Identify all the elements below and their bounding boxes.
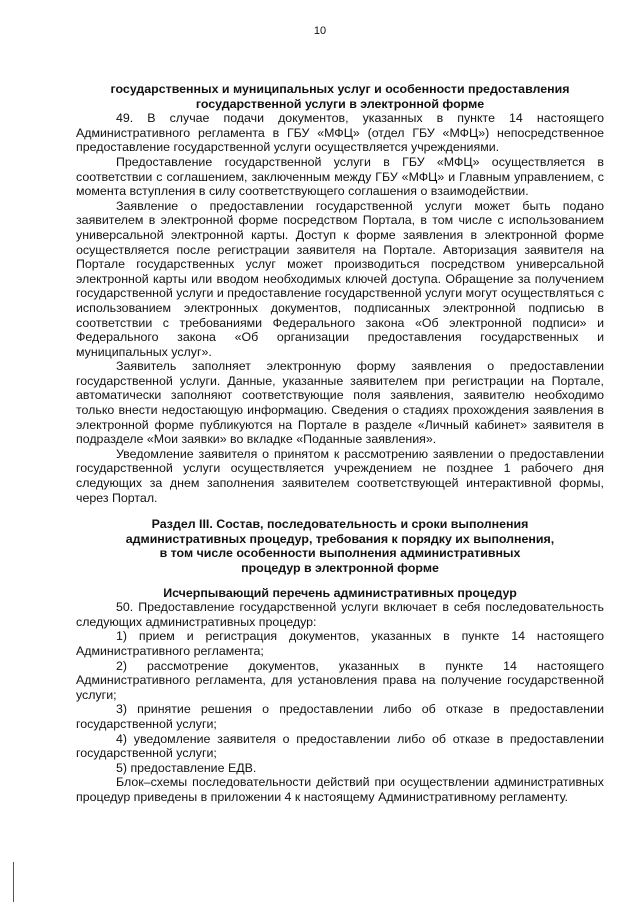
top-heading [76,82,604,111]
list-item-1: 1) прием и регистрация документов, указанных в пункте 14 настоящего Административного регламента; [76,629,604,658]
top-heading-line: государственной услуги в электронной форме [195,96,485,111]
paragraph-electronic-form: Заявитель заполняет электронную форму заявления о предоставлении государственной услуги. Данные, указанные заявителем при регистрации на Портале, автоматически заполняют соответствующие поля заявления, заявителю необходимо только внести недостающую информацию. Сведения о стадиях прохождения заявления в электронной форме публикуются на Портале в разделе «Личный кабинет» заявителя в подразделе «Мои заявки» во вкладке «Поданные заявления». [76,359,604,447]
top-heading-line: государственных и муниципальных услуг и особенности предоставления [110,82,570,96]
list-item-4: 4) уведомление заявителя о предоставлении либо об отказе в предоставлении государственной услуги; [76,731,604,761]
page-content [76,82,604,805]
paragraph-mfc-agreement: Предоставление государственной услуги в ГБУ «МФЦ» осуществляется в соответствии с соглашением, заключенным между ГБУ «МФЦ» и Главным управлением, с момента вступления в силу соответствующего соглашения о взаимодействии. [76,154,604,199]
subheading: Исчерпывающий перечень административных процедур [163,585,517,600]
section-heading-line: Раздел III. Состав, последовательность и сроки выполнения [151,517,529,532]
list-item-2: 2) рассмотрение документов, указанных в пункте 14 настоящего Административного регламента, для установления права на получение государственной услуги; [76,658,604,702]
section-heading-line: административных процедур, требования к порядку их выполнения, [125,531,555,546]
paragraph-50: 50. Предоставление государственной услуги включает в себя последовательность следующих административных процедур: [76,600,604,629]
paragraph-flowcharts: Блок–схемы последовательности действий при осуществлении административных процедур приведены в приложении 4 к настоящему Административному регламенту. [76,775,604,804]
section-heading [76,517,604,575]
paragraph-notification: Уведомление заявителя о принятом к рассмотрению заявлении о предоставлении государственной услуги осуществляется учреждением не позднее 1 рабочего дня следующих за днем заполнения заявителем соответствующей интерактивной формы, через Портал. [76,446,604,505]
paragraph-electronic-application: Заявление о предоставлении государственной услуги может быть подано заявителем в электронной форме посредством Портала, в том числе с использованием универсальной электронной карты. Доступ к форме заявления в электронной форме осуществляется после регистрации заявителя на Портале. Авторизация заявителя на Портале государственных услуг может производиться посредством универсальной электронной карты или вводом необходимых ключей доступа. Обращение за получением государственной услуги и предоставление государственной услуги могут осуществляться с использованием электронных документов, подписанных электронной подписью в соответствии с требованиями Федерального закона «Об электронной подписи» и Федерального закона «Об организации предоставления государственных и муниципальных услуг». [76,198,604,359]
section-heading-line: процедур в электронной форме [241,561,439,575]
scan-margin-line [13,862,14,902]
list-item-3: 3) принятие решения о предоставлении либо об отказе в предоставлении государственной услуги; [76,702,604,731]
page-number: 10 [313,25,327,37]
section-heading-line: в том числе особенности выполнения административных [159,546,521,561]
list-item-5: 5) предоставление ЕДВ. [116,760,257,775]
paragraph-49: 49. В случае подачи документов, указанных в пункте 14 настоящего Административного регламента в ГБУ «МФЦ» (отдел ГБУ «МФЦ») непосредственное предоставление государственной услуги осуществляется учреждениями. [76,111,604,155]
